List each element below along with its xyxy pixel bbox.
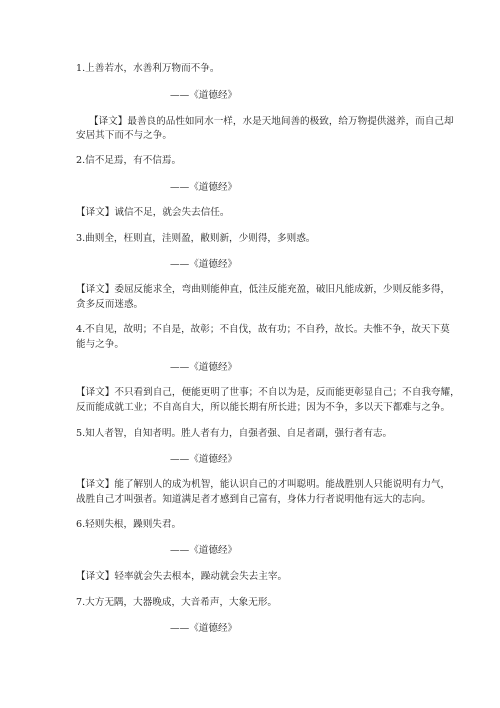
quote-4-line-1: 4.不自见，故明；不自是，故彰；不自伐，故有功；不自矜，故长。夫惟不争，故天下莫 [76, 324, 450, 335]
translation-5-line-2: 战胜自己才叫强者。知道满足者才感到自己富有，身体力行者说明他有远大的志向。 [76, 494, 431, 505]
translation-1-line-2: 安居其下而不与之争。 [76, 130, 172, 141]
translation-2: 【译文】诚信不足，就会失去信任。 [76, 207, 230, 218]
source-1: ——《道德经》 [170, 90, 238, 101]
quote-3: 3.曲则全，枉则直，洼则盈，敝则新，少则得，多则惑。 [76, 233, 316, 244]
translation-1-line-1: 【译文】最善良的品性如同水一样，水是天地间善的极致，给万物提供滋养，而自己却 [89, 116, 454, 127]
quote-4-line-2: 能与之争。 [76, 339, 124, 350]
translation-4-line-2: 反而能成就工业；不自高自大，所以能长期有所长进；因为不争，多以天下都难与之争。 [76, 402, 451, 413]
source-7: ——《道德经》 [170, 623, 238, 634]
source-5: ——《道德经》 [170, 454, 238, 465]
quote-5: 5.知人者智，自知者明。胜人者有力，自强者强、自足者副，强行者有志。 [76, 428, 393, 439]
translation-5-line-1: 【译文】能了解别人的成为机智，能认识自己的才叫聪明。能战胜别人只能说明有力气， [76, 479, 451, 490]
source-4: ——《道德经》 [170, 362, 238, 373]
quote-6: 6.轻则失根，躁则失君。 [76, 519, 182, 530]
translation-6: 【译文】轻率就会失去根本，躁动就会失去主宰。 [76, 571, 288, 582]
translation-3-line-1: 【译文】委屈反能求全，弯曲则能伸直，低洼反能充盈，破旧凡能成新，少则反能多得， [76, 284, 451, 295]
translation-4-line-1: 【译文】不只看到自己，便能更明了世事；不自以为是，反而能更彰显自己；不自我夸耀， [76, 387, 460, 398]
quote-1: 1.上善若水，水善利万物而不争。 [76, 63, 220, 74]
quote-2: 2.信不足焉，有不信焉。 [76, 155, 182, 166]
source-3: ——《道德经》 [170, 259, 238, 270]
quote-7: 7.大方无隅，大器晚成，大音希声，大象无形。 [76, 597, 278, 608]
source-6: ——《道德经》 [170, 545, 238, 556]
translation-3-line-2: 贪多反而迷惑。 [76, 299, 144, 310]
source-2: ——《道德经》 [170, 182, 238, 193]
